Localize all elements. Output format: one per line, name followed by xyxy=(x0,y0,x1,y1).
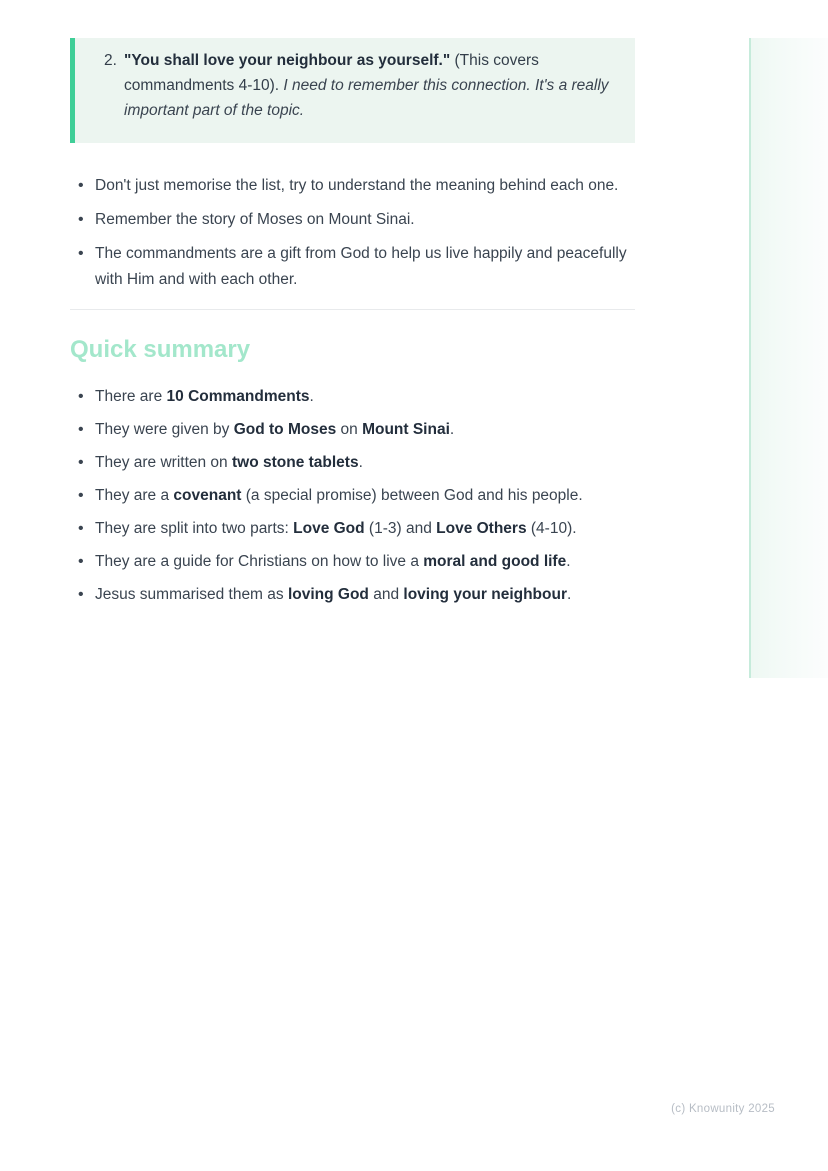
list-item xyxy=(70,450,635,476)
text-segment: They are a guide for Christians on how to live a xyxy=(95,553,424,570)
text-segment: God to Moses xyxy=(233,421,337,438)
text-segment: Mount Sinai xyxy=(362,421,450,438)
text-segment: 10 Commandments xyxy=(166,388,310,405)
text-segment: and xyxy=(368,586,404,603)
summary-heading: Quick summary xyxy=(70,336,251,363)
next-page-preview xyxy=(749,38,828,678)
tips-list xyxy=(70,173,635,293)
list-item xyxy=(70,516,635,542)
page-content xyxy=(70,38,635,615)
list-item xyxy=(70,384,635,410)
text-segment: I need to remember this connection. It's a really important part of the topic. xyxy=(124,77,609,119)
list-item: • The commandments are a gift from God to help us live happily and peacefully with Him and with each other. xyxy=(70,241,635,293)
text-segment: loving your neighbour xyxy=(403,586,567,603)
text-segment: Love God xyxy=(293,520,365,537)
text-segment: . xyxy=(567,586,572,603)
text-segment: . xyxy=(358,454,363,471)
text-segment: two stone tablets xyxy=(231,454,359,471)
text-segment: They are split into two parts: xyxy=(95,520,294,537)
text-segment: (4-10). xyxy=(526,520,577,537)
text-segment: "You shall love your neighbour as yourself." xyxy=(124,52,451,69)
text-segment: They were given by xyxy=(95,421,234,438)
text-segment: . xyxy=(309,388,314,405)
text-segment: . xyxy=(449,421,455,438)
footer-copyright: (c) Knowunity 2025 xyxy=(671,1103,775,1115)
text-segment: There are xyxy=(95,388,167,405)
list-item xyxy=(70,549,635,575)
text-segment: Jesus summarised them as xyxy=(95,586,288,603)
text-segment: They are a xyxy=(95,487,174,504)
text-segment: (1-3) and xyxy=(364,520,437,537)
text-segment: moral and good life xyxy=(423,553,567,570)
callout-text xyxy=(124,48,617,123)
text-segment: (a special promise) between God and his people. xyxy=(241,487,583,504)
text-segment: (This covers commandments 4-10). xyxy=(124,52,539,94)
list-item xyxy=(70,582,635,608)
text-segment: They are written on xyxy=(95,454,232,471)
text-segment: . xyxy=(566,553,571,570)
text-segment: Love Others xyxy=(436,520,527,537)
text-segment: on xyxy=(336,421,363,438)
list-item: • Remember the story of Moses on Mount Sinai. xyxy=(70,207,635,233)
summary-list xyxy=(70,384,635,608)
text-segment: covenant xyxy=(173,487,242,504)
callout-list-item xyxy=(75,48,617,123)
section-divider xyxy=(70,309,635,310)
list-number: 2. xyxy=(104,52,117,69)
text-segment: loving God xyxy=(287,586,369,603)
callout-quote xyxy=(70,38,635,143)
list-item xyxy=(70,417,635,443)
list-item: • Don't just memorise the list, try to understand the meaning behind each one. xyxy=(70,173,635,199)
list-item xyxy=(70,483,635,509)
